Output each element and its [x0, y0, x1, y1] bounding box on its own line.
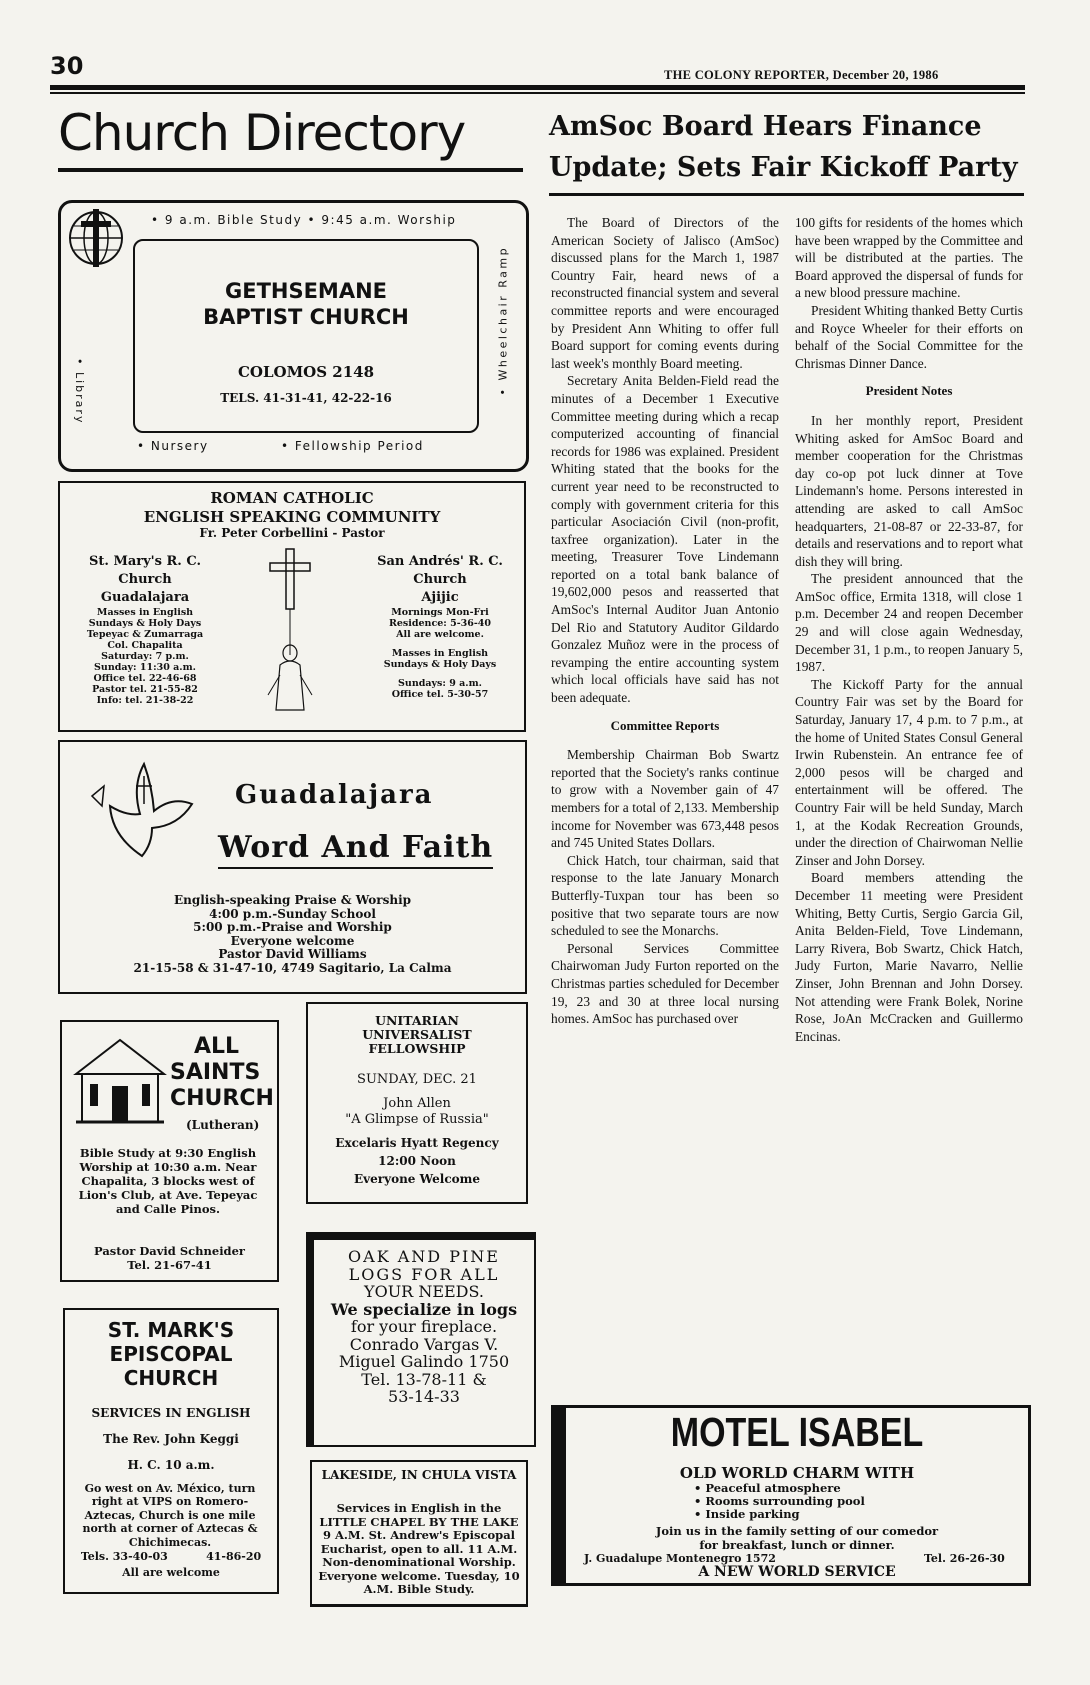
- word-faith-detail: 5:00 p.m.-Praise and Worship: [193, 920, 392, 935]
- oak-pine-ad: [306, 1232, 536, 1447]
- motel-bullet: • Inside parking: [694, 1507, 800, 1521]
- all-saints-pastor: Pastor David Schneider: [94, 1244, 245, 1258]
- article-paragraph: The Board of Directors of the American Society of Jalisco (AmSoc) discussed plans for the March 1, 1987 Country Fair, heard news of a reconstructed financial system and several committee reports and were encouraged by President Ann Whiting to offer full Board support for coming events during last week's monthly Board meeting.: [551, 215, 779, 371]
- catholic-title-1: ROMAN CATHOLIC: [210, 489, 374, 507]
- word-faith-detail: 21-15-58 & 31-47-10, 4749 Sagitario, La Calma: [133, 960, 452, 975]
- word-faith-detail: English-speaking Praise & Worship: [173, 893, 412, 907]
- dove-icon: [82, 756, 202, 866]
- st-marks-time: H. C. 10 a.m.: [127, 1458, 215, 1472]
- directory-title-rule: [58, 168, 523, 172]
- catholic-right-line: Ajijic: [421, 590, 459, 605]
- lakeside-title: LAKESIDE, IN CHULA VISTA: [321, 1468, 517, 1482]
- catholic-right-line: Masses in English: [391, 648, 489, 659]
- all-saints-name-line: CHURCH: [170, 1086, 274, 1111]
- article-paragraph: Chick Hatch, tour chairman, said that response to the late January Monarch Butterfly-Tuxpan tour has been so positive that two separate tours are now scheduled to see the Monarchs.: [551, 852, 779, 939]
- unitarian-topic: "A Glimpse of Russia": [345, 1112, 489, 1127]
- motel-bullets: [694, 1482, 865, 1521]
- oak-pine-line: YOUR NEEDS.: [364, 1282, 484, 1301]
- word-faith-details: [60, 894, 525, 976]
- unitarian-name: [308, 1014, 526, 1056]
- catholic-priest: Fr. Peter Corbellini - Pastor: [199, 526, 385, 540]
- all-saints-name-line: SAINTS: [170, 1060, 261, 1085]
- motel-bullet-text: Rooms surrounding pool: [705, 1494, 865, 1508]
- article-paragraph: Secretary Anita Belden-Field read the minutes of a December 1 Executive Committee meeting during which a recap computerized accounting of financial records for 1986 was explained. President Whiting stated that the books for the current year need to be reconstructed to comply with government criteria for this particular Asociación Civil (non-profit, taxfree organization). Later in the meeting, Treasurer Tove Lindemann reported on a total bank balance of 19,602,000 pesos and reasserted that AmSoc's Internal Auditor Juan Antonio Del Rio and Statutory Auditor Gildardo Gonzalez Muñoz were in the process of revamping the entire accounting system which local officials have said has not been adequate.: [551, 373, 779, 706]
- motel-invite-2: for breakfast, lunch or dinner.: [699, 1538, 895, 1552]
- gethsemane-ad: [58, 200, 529, 472]
- gethsemane-library: • Library: [73, 358, 86, 425]
- oak-pine-line: LOGS FOR ALL: [348, 1264, 500, 1284]
- catholic-right-line: Office tel. 5-30-57: [391, 689, 489, 700]
- gethsemane-wheelchair: • Wheelchair Ramp: [496, 245, 510, 396]
- catholic-left-line: Info: tel. 21-38-22: [96, 695, 194, 706]
- st-marks-name: [65, 1318, 277, 1390]
- st-marks-name-line: ST. MARK'S: [107, 1318, 235, 1342]
- all-saints-name-line: ALL: [194, 1034, 240, 1059]
- oak-pine-line: OAK AND PINE: [348, 1247, 500, 1266]
- gethsemane-phones: TELS. 41-31-41, 42-22-16: [220, 391, 392, 405]
- unitarian-venue: Excelaris Hyatt Regency: [335, 1136, 499, 1150]
- gethsemane-name-2: BAPTIST CHURCH: [203, 305, 409, 329]
- oak-pine-line: for your fireplace.: [350, 1317, 498, 1336]
- st-marks-ad: [63, 1308, 279, 1594]
- word-and-faith-ad: [58, 740, 527, 994]
- article-headline-line2: Update; Sets Fair Kickoff Party: [549, 152, 1018, 183]
- unitarian-time: 12:00 Noon: [378, 1154, 456, 1168]
- catholic-title-2: ENGLISH SPEAKING COMMUNITY: [143, 508, 441, 526]
- masthead-text: THE COLONY REPORTER, December 20, 1986: [664, 68, 939, 82]
- directory-title: Church Directory: [58, 104, 466, 162]
- motel-ad-bar: [554, 1408, 566, 1583]
- headline-rule: [549, 193, 1024, 196]
- catholic-right-column: [360, 553, 520, 700]
- word-faith-line2: Word And Faith: [218, 830, 493, 869]
- president-notes-subhead: President Notes: [865, 383, 953, 399]
- st-marks-tels: Tels. 33-40-03 41-86-20: [80, 1550, 262, 1563]
- article-paragraph: The Kickoff Party for the annual Country Fair was set by the Board for Saturday, January 17, 4 p.m. to 7 p.m., at the home of United States Consul General Irwin Rubenstein. An entrance fee of 2,000 pesos will be charged and entertainment will be offered. The Country Fair will be held Sunday, March 1, at the Kodak Recreation Grounds, under the direction of Chairwoman Nellie Zinser and John Dorsey.: [795, 676, 1023, 868]
- motel-bullet-text: Peaceful atmosphere: [705, 1481, 841, 1495]
- article-column-1: [551, 214, 779, 1028]
- oak-pine-text: [314, 1248, 534, 1406]
- article-paragraph: Personal Services Committee Chairwoman Judy Furton reported on the Christmas parties scheduled for December 19, 23 and 30 at three local nursing homes. AmSoc has purchased over: [551, 940, 779, 1027]
- word-faith-detail: Everyone welcome: [230, 933, 355, 948]
- catholic-left-line: Col. Chapalita: [107, 640, 183, 651]
- st-marks-name-line: CHURCH: [123, 1366, 219, 1390]
- catholic-left-line: St. Mary's R. C.: [89, 554, 201, 569]
- oak-pine-line: We specialize in logs: [330, 1299, 518, 1319]
- catholic-left-line: Sundays & Holy Days: [88, 618, 202, 629]
- gethsemane-top-line: • 9 a.m. Bible Study • 9:45 a.m. Worship: [151, 213, 457, 227]
- catholic-left-line: Office tel. 22-46-68: [93, 673, 197, 684]
- unitarian-name-line: UNITARIAN: [375, 1013, 459, 1028]
- catholic-right-line: All are welcome.: [396, 629, 484, 640]
- motel-bullet: • Rooms surrounding pool: [694, 1494, 865, 1508]
- catholic-right-line: Residence: 5-36-40: [388, 618, 492, 629]
- gethsemane-nursery: • Nursery: [137, 439, 209, 453]
- top-rule: [50, 85, 1025, 90]
- st-marks-services: SERVICES IN ENGLISH: [91, 1406, 251, 1420]
- article-paragraph: Board members attending the December 11 meeting were President Whiting, Betty Curtis, Sergio Garcia Gil, Anita Belden-Field, Tove Lindemann, Larry Rivera, Bob Swartz, Chick Hatch, Judy Furton, Marie Navarro, Nellie Zinser, John Brennan and John Dorsey. Not attending were Frank Bolek, Norine Rose, JoAn McCracken and Guillermo Encinas.: [795, 870, 1023, 1044]
- lakeside-ad: [310, 1460, 528, 1607]
- all-saints-name: [170, 1034, 274, 1112]
- word-faith-line1: Guadalajara: [235, 780, 434, 810]
- st-marks-rector: The Rev. John Keggi: [103, 1432, 239, 1446]
- all-saints-denomination: (Lutheran): [186, 1118, 260, 1132]
- catholic-right-line: Sundays: 9 a.m.: [398, 678, 482, 689]
- unitarian-speaker: John Allen: [383, 1096, 451, 1111]
- oak-pine-line: 53-14-33: [388, 1387, 460, 1406]
- catholic-right-line: Sundays & Holy Days: [383, 659, 497, 670]
- motel-invite-1: Join us in the family setting of our comedor: [655, 1524, 939, 1538]
- motel-address: J. Guadalupe Montenegro 1572: [584, 1552, 776, 1565]
- unitarian-date: SUNDAY, DEC. 21: [357, 1072, 477, 1087]
- page-number: 30: [50, 52, 84, 80]
- motel-tagline: OLD WORLD CHARM WITH: [679, 1464, 915, 1482]
- church-building-icon: [70, 1036, 170, 1126]
- unitarian-welcome: Everyone Welcome: [354, 1172, 480, 1186]
- st-marks-directions: Go west on Av. México, turn right at VIPS on Romero-Aztecas, Church is one mile north at corner of Aztecas & Chichimecas.: [82, 1482, 258, 1549]
- article-paragraph: President Whiting thanked Betty Curtis and Royce Wheeler for their efforts on behalf of the Social Committee for the Chrismas Dinner Dance.: [795, 302, 1023, 371]
- gethsemane-address: COLOMOS 2148: [237, 363, 375, 381]
- catholic-ad: [58, 481, 526, 732]
- catholic-left-line: Guadalajara: [100, 590, 190, 605]
- lakeside-details: Services in English in the LITTLE CHAPEL BY THE LAKE 9 A.M. St. Andrew's Episcopal Eucharist, open to all. 11 A.M. Non-denominational Worship. Everyone welcome. Tuesday, 10 A.M. Bible Study.: [318, 1501, 520, 1596]
- motel-isabel-ad: [551, 1405, 1031, 1586]
- catholic-right-line: San Andrés' R. C.: [377, 554, 503, 569]
- catholic-right-line: Church: [413, 572, 467, 587]
- unitarian-name-line: FELLOWSHIP: [368, 1041, 466, 1056]
- all-saints-tel: Tel. 21-67-41: [127, 1258, 212, 1272]
- unitarian-name-line: UNIVERSALIST: [362, 1027, 472, 1042]
- motel-tel: Tel. 26-26-30: [924, 1552, 1005, 1565]
- catholic-left-line: Tepeyac & Zumarraga: [86, 629, 204, 640]
- article-column-2: [795, 214, 1023, 1045]
- gethsemane-inner-box: [133, 239, 479, 433]
- st-marks-welcome: All are welcome: [122, 1566, 220, 1579]
- cross-figure-icon: [250, 545, 330, 715]
- article-paragraph: Membership Chairman Bob Swartz reported that the Society's ranks continue to grow with a November gain of 47 members for a total of 2,133. Membership income for November was 673,448 pesos and 745 United States Dollars.: [551, 747, 779, 851]
- all-saints-details: Bible Study at 9:30 English Worship at 10:30 a.m. Near Chapalita, 3 blocks west of Lion's Club, at Ave. Tepeyac and Calle Pinos.: [78, 1146, 258, 1216]
- word-faith-detail: 4:00 p.m.-Sunday School: [209, 906, 376, 921]
- catholic-left-line: Sunday: 11:30 a.m.: [94, 662, 196, 673]
- catholic-left-column: [70, 553, 220, 706]
- catholic-left-line: Masses in English: [96, 607, 194, 618]
- globe-cross-icon: [65, 207, 127, 269]
- committee-reports-subhead: Committee Reports: [610, 717, 720, 733]
- motel-bullet: • Peaceful atmosphere: [694, 1481, 841, 1495]
- catholic-left-line: Saturday: 7 p.m.: [101, 651, 189, 662]
- gethsemane-name-1: GETHSEMANE: [224, 279, 388, 303]
- motel-bullet-text: Inside parking: [705, 1507, 800, 1521]
- oak-pine-line: Tel. 13-78-11 &: [361, 1369, 487, 1389]
- article-headline: [549, 106, 1029, 188]
- article-paragraph: The president announced that the AmSoc office, Ermita 1318, will close 1 p.m. December 24 and reopen December 29 and will close again Wednesday, December 31, 1 p.m., to reopen January 5, 1987.: [795, 571, 1023, 675]
- oak-pine-line: Conrado Vargas V.: [349, 1334, 499, 1354]
- article-paragraph: In her monthly report, President Whiting asked for AmSoc Board and member cooperation for the Christmas day co-op pot luck dinner at Tove Lindemann's home. Persons interested in attending are asked to call AmSoc headquarters, 21-08-87 or 22-33-87, for details and reservations and to report what dish they will bring.: [795, 412, 1023, 569]
- st-marks-name-line: EPISCOPAL: [109, 1342, 233, 1366]
- catholic-left-line: Church: [118, 572, 172, 587]
- motel-name: MOTEL ISABEL: [670, 1410, 924, 1456]
- catholic-right-line: Mornings Mon-Fri: [391, 607, 489, 618]
- unitarian-ad: [306, 1002, 528, 1204]
- gethsemane-fellowship: • Fellowship Period: [281, 439, 424, 453]
- word-faith-detail: Pastor David Williams: [218, 947, 367, 962]
- article-paragraph: 100 gifts for residents of the homes which have been wrapped by the Committee and will be distributed at the parties. The Board approved the dispersal of funds for a new blood pressure machine.: [795, 215, 1023, 301]
- top-rule-thin: [50, 92, 1025, 94]
- all-saints-ad: [60, 1020, 279, 1282]
- catholic-left-line: Pastor tel. 21-55-82: [92, 684, 198, 695]
- motel-slogan: A NEW WORLD SERVICE: [698, 1564, 896, 1580]
- oak-pine-line: Miguel Galindo 1750: [338, 1352, 510, 1371]
- article-headline-line1: AmSoc Board Hears Finance: [549, 111, 982, 142]
